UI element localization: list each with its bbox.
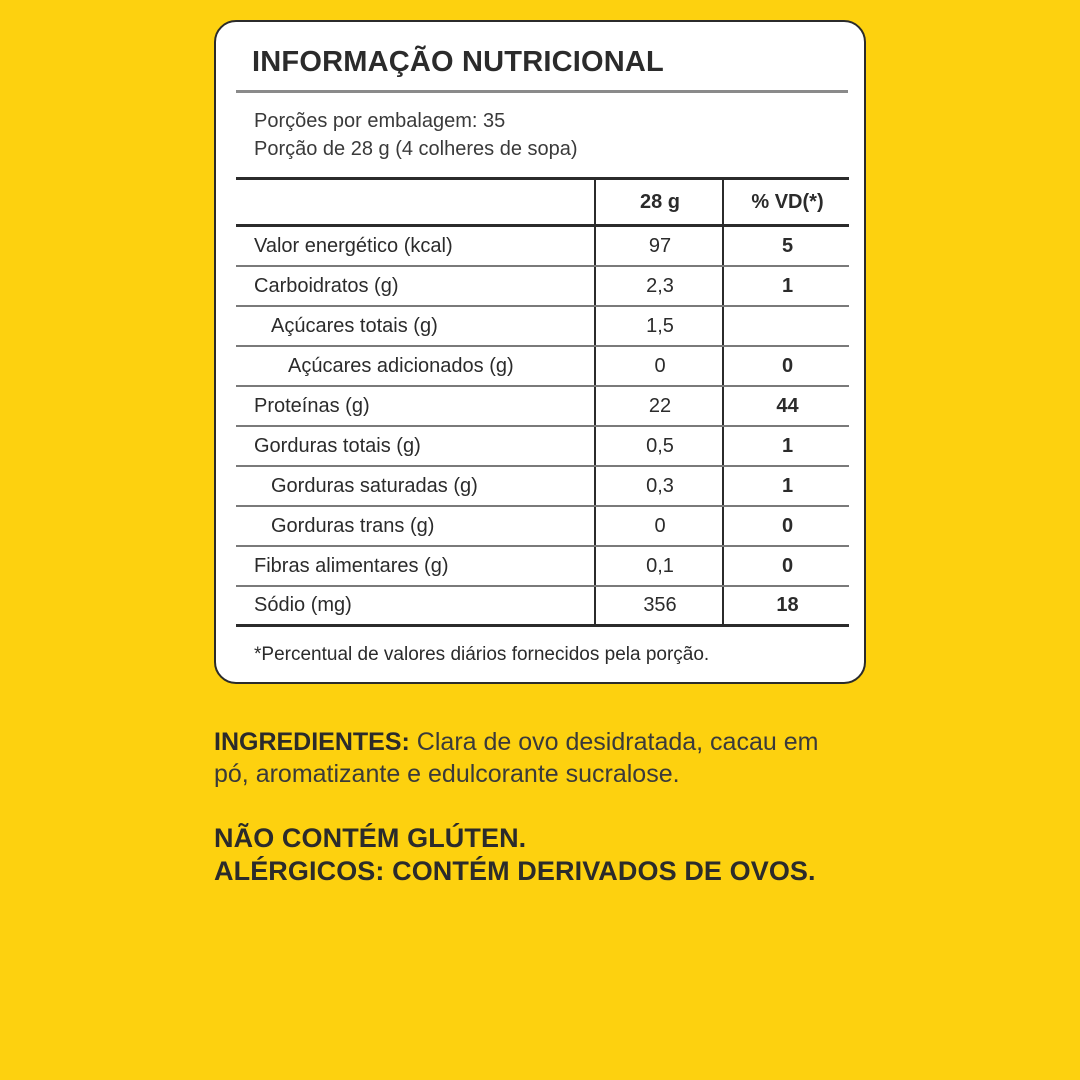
title-divider [236, 90, 848, 93]
gluten-warning: NÃO CONTÉM GLÚTEN. [214, 823, 527, 853]
nutrient-daily-value: 5 [722, 227, 851, 265]
nutrient-name: Proteínas (g) [254, 394, 370, 417]
nutrient-amount: 1,5 [594, 307, 724, 345]
nutrient-amount: 97 [594, 227, 724, 265]
table-body [236, 227, 849, 627]
nutrient-name: Fibras alimentares (g) [254, 554, 449, 577]
nutrient-daily-value: 44 [722, 387, 851, 425]
nutrient-name: Açúcares adicionados (g) [288, 354, 514, 377]
ingredients-label: INGREDIENTES: [214, 728, 410, 756]
nutrient-amount: 2,3 [594, 267, 724, 305]
table-row [236, 547, 849, 587]
table-row [236, 587, 849, 627]
nutrient-daily-value [722, 307, 851, 345]
nutrient-amount: 0 [594, 507, 724, 545]
nutrient-daily-value: 1 [722, 467, 851, 505]
nutrition-table [236, 177, 849, 627]
table-row [236, 307, 849, 347]
nutrient-daily-value: 0 [722, 547, 851, 585]
nutrient-name: Valor energético (kcal) [254, 234, 453, 257]
ingredients-list: Clara de ovo desidratada, cacau em pó, aromatizante e edulcorante sucralose. [214, 728, 819, 788]
nutrient-amount: 0 [594, 347, 724, 385]
serving-size: Porção de 28 g (4 colheres de sopa) [254, 138, 578, 160]
table-header-row [236, 177, 849, 227]
table-row [236, 387, 849, 427]
nutrition-title: INFORMAÇÃO NUTRICIONAL [252, 46, 664, 78]
table-row [236, 467, 849, 507]
nutrient-amount: 356 [594, 587, 724, 624]
nutrient-daily-value: 0 [722, 507, 851, 545]
header-daily-value: % VD(*) [722, 180, 851, 224]
nutrient-amount: 22 [594, 387, 724, 425]
nutrition-facts-panel [214, 20, 866, 684]
nutrient-daily-value: 1 [722, 427, 851, 465]
servings-per-package: Porções por embalagem: 35 [254, 110, 506, 132]
table-row [236, 267, 849, 307]
table-row [236, 427, 849, 467]
nutrient-name: Sódio (mg) [254, 594, 352, 616]
footnote: *Percentual de valores diários fornecidos pela porção. [254, 644, 710, 665]
allergen-warnings [214, 822, 894, 888]
header-nutrient [236, 180, 594, 224]
ingredients-text [214, 726, 854, 790]
nutrient-amount: 0,3 [594, 467, 724, 505]
nutrient-daily-value: 0 [722, 347, 851, 385]
table-row [236, 227, 849, 267]
nutrient-daily-value: 18 [722, 587, 851, 624]
nutrient-name: Gorduras totais (g) [254, 434, 421, 457]
nutrient-daily-value: 1 [722, 267, 851, 305]
table-row [236, 347, 849, 387]
nutrient-name: Gorduras trans (g) [271, 514, 435, 537]
nutrient-name: Açúcares totais (g) [271, 314, 438, 337]
nutrient-amount: 0,1 [594, 547, 724, 585]
table-row [236, 507, 849, 547]
allergen-warning: ALÉRGICOS: CONTÉM DERIVADOS DE OVOS. [214, 856, 816, 886]
header-amount: 28 g [594, 180, 724, 224]
nutrient-name: Gorduras saturadas (g) [271, 474, 478, 497]
nutrient-name: Carboidratos (g) [254, 274, 399, 297]
nutrient-amount: 0,5 [594, 427, 724, 465]
